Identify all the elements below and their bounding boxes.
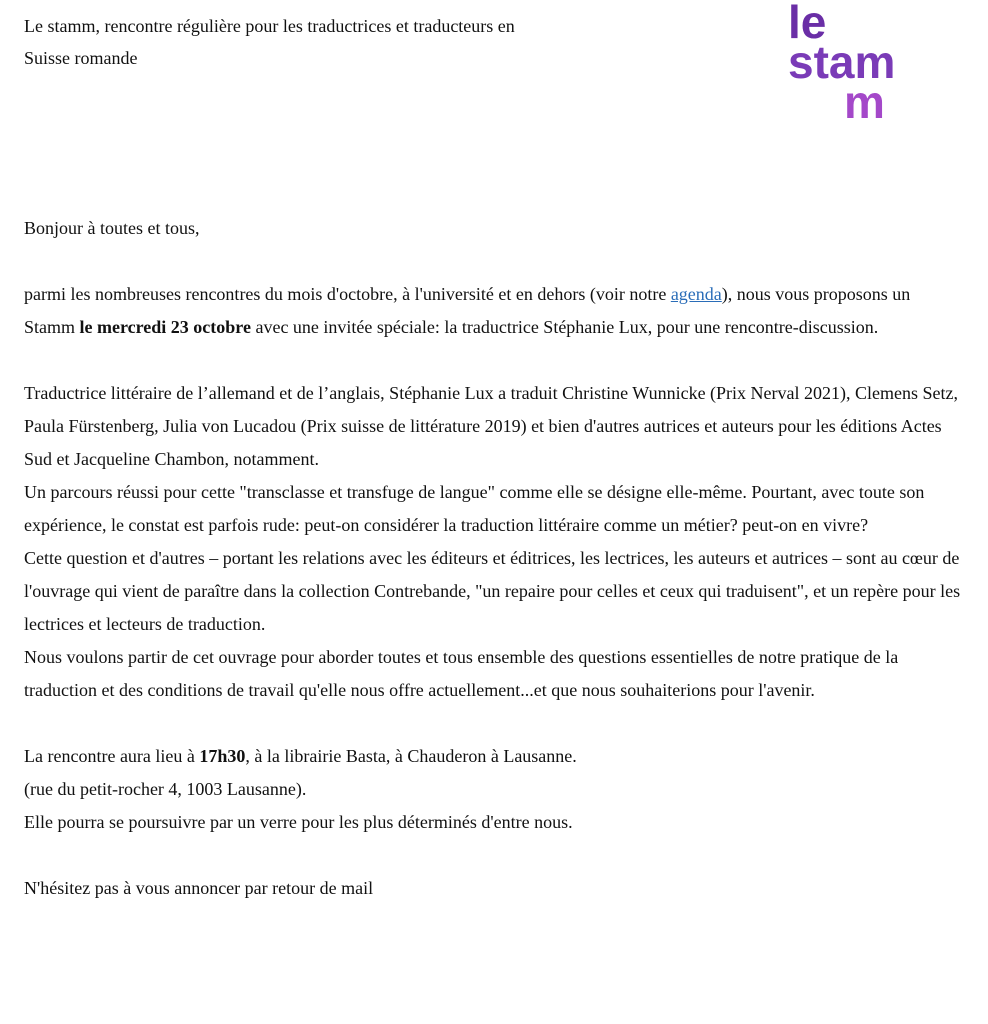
- intro-text-pre: parmi les nombreuses rencontres du mois d'octobre, à l'université et en dehors (voir notre: [24, 284, 671, 304]
- agenda-link[interactable]: agenda: [670, 284, 722, 304]
- greeting: Bonjour à toutes et tous,: [24, 218, 200, 238]
- bio-paragraph-3: Cette question et d'autres – portant les relations avec les éditeurs et éditrices, les lectrices, les auteurs et autrices – sont au cœur de l'ouvrage qui vient de paraître dans la collection Contrebande, "un repaire pour celles et ceux qui traduisent", et un repère pour les lectrices et lecteurs de traduction.: [24, 548, 961, 634]
- closing-line: N'hésitez pas à vous annoncer par retour de mail: [24, 878, 374, 898]
- logo-text-stam: stam: [788, 36, 896, 88]
- location-text-post: , à la librairie Basta, à Chauderon à Lausanne.: [245, 746, 577, 766]
- bio-paragraph-1: Traductrice littéraire de l’allemand et de l’anglais, Stéphanie Lux a traduit Christine Wunnicke (Prix Nerval 2021), Clemens Setz, Paula Fürstenberg, Julia von Lucadou (Prix suisse de littérature 2019) et bien d'autres autrices et auteurs pour les éditions Actes Sud et Jacqueline Chambon, notamment.: [24, 383, 959, 469]
- event-time: 17h30: [199, 746, 246, 766]
- bio-paragraph-2: Un parcours réussi pour cette "transclasse et transfuge de langue" comme elle se désigne elle-même. Pourtant, avec toute son expérience, le constat est parfois rude: peut-on considérer la traduction littéraire comme un métier? peut-on en vivre?: [24, 482, 925, 535]
- intro-text-mid: ), nous vous proposons un Stamm: [24, 284, 911, 337]
- spacer: [24, 344, 964, 377]
- location-paragraph: [24, 740, 964, 773]
- header-line-2: Suisse romande: [24, 48, 138, 68]
- spacer: [24, 245, 964, 278]
- bio-paragraph-4: Nous voulons partir de cet ouvrage pour aborder toutes et tous ensemble des questions essentielles de notre pratique de la traduction et des conditions de travail qu'elle nous offre actuellement...et que nous souhaiterions pour l'avenir.: [24, 647, 899, 700]
- intro-paragraph: [24, 278, 964, 344]
- email-header: [24, 10, 664, 74]
- event-date: le mercredi 23 octobre: [79, 317, 251, 337]
- spacer: [24, 707, 964, 740]
- address-line: (rue du petit-rocher 4, 1003 Lausanne).: [24, 779, 307, 799]
- logo-text-le: le: [788, 0, 827, 48]
- email-body: [24, 212, 964, 905]
- header-line-1: Le stamm, rencontre régulière pour les traductrices et traducteurs en: [24, 16, 515, 36]
- location-text-pre: La rencontre aura lieu à: [24, 746, 200, 766]
- drink-line: Elle pourra se poursuivre par un verre pour les plus déterminés d'entre nous.: [24, 812, 573, 832]
- logo-text-m: m: [844, 76, 885, 128]
- intro-text-post: avec une invitée spéciale: la traductrice Stéphanie Lux, pour une rencontre-discussion.: [250, 317, 879, 337]
- spacer: [24, 839, 964, 872]
